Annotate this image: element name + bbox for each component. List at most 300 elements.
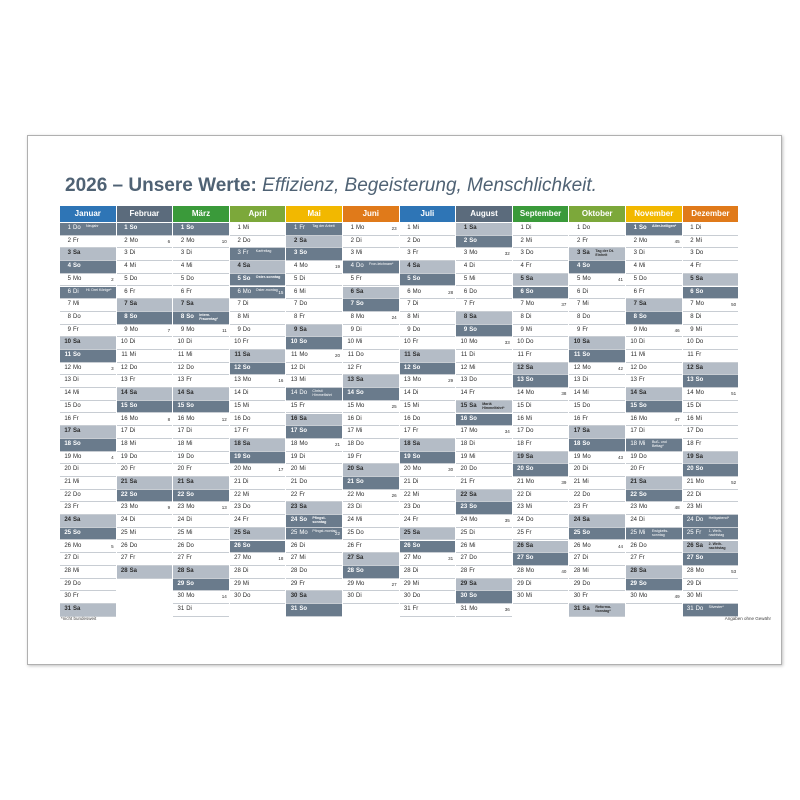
day-cell[interactable]: [343, 223, 399, 236]
day-cell[interactable]: [513, 591, 569, 604]
day-cell[interactable]: [343, 566, 399, 579]
day-cell[interactable]: [173, 426, 229, 439]
day-cell[interactable]: [456, 426, 512, 439]
day-cell[interactable]: [683, 477, 739, 490]
day-cell[interactable]: [343, 528, 399, 541]
day-cell[interactable]: [400, 439, 456, 452]
day-cell[interactable]: [569, 274, 625, 287]
day-cell[interactable]: [683, 579, 739, 592]
day-cell[interactable]: [60, 312, 116, 325]
day-cell[interactable]: [173, 248, 229, 261]
day-cell[interactable]: [173, 261, 229, 274]
day-cell[interactable]: [456, 274, 512, 287]
day-cell[interactable]: [230, 299, 286, 312]
day-cell[interactable]: [456, 579, 512, 592]
day-cell[interactable]: [117, 312, 173, 325]
day-cell[interactable]: [286, 287, 342, 300]
day-cell[interactable]: [626, 426, 682, 439]
day-cell[interactable]: [343, 439, 399, 452]
day-cell[interactable]: [117, 287, 173, 300]
day-cell[interactable]: [683, 223, 739, 236]
day-cell[interactable]: [173, 553, 229, 566]
day-cell[interactable]: [569, 299, 625, 312]
day-cell[interactable]: [513, 375, 569, 388]
day-cell[interactable]: [683, 591, 739, 604]
day-cell[interactable]: [60, 388, 116, 401]
day-cell[interactable]: [286, 248, 342, 261]
day-cell[interactable]: [513, 401, 569, 414]
day-cell[interactable]: [513, 299, 569, 312]
day-cell[interactable]: [400, 261, 456, 274]
day-cell[interactable]: [683, 528, 739, 541]
day-cell[interactable]: [60, 337, 116, 350]
day-cell[interactable]: [173, 464, 229, 477]
day-cell[interactable]: [456, 439, 512, 452]
day-cell[interactable]: [683, 337, 739, 350]
day-cell[interactable]: [456, 566, 512, 579]
day-cell[interactable]: [117, 236, 173, 249]
day-cell[interactable]: [569, 502, 625, 515]
day-cell[interactable]: [626, 452, 682, 465]
day-cell[interactable]: [230, 325, 286, 338]
day-cell[interactable]: [60, 502, 116, 515]
day-cell[interactable]: [117, 490, 173, 503]
day-cell[interactable]: [117, 223, 173, 236]
day-cell[interactable]: [683, 426, 739, 439]
day-cell[interactable]: [626, 299, 682, 312]
day-cell[interactable]: [60, 566, 116, 579]
day-cell[interactable]: [456, 502, 512, 515]
day-cell[interactable]: [513, 502, 569, 515]
day-cell[interactable]: [60, 604, 116, 617]
day-cell[interactable]: [173, 363, 229, 376]
day-cell[interactable]: [230, 236, 286, 249]
day-cell[interactable]: [343, 375, 399, 388]
day-cell[interactable]: [173, 528, 229, 541]
day-cell[interactable]: [569, 579, 625, 592]
day-cell[interactable]: [513, 579, 569, 592]
day-cell[interactable]: [230, 375, 286, 388]
day-cell[interactable]: [683, 375, 739, 388]
day-cell[interactable]: [173, 325, 229, 338]
day-cell[interactable]: [230, 401, 286, 414]
day-cell[interactable]: [626, 223, 682, 236]
day-cell[interactable]: [513, 236, 569, 249]
day-cell[interactable]: [400, 515, 456, 528]
day-cell[interactable]: [230, 287, 286, 300]
day-cell[interactable]: [230, 528, 286, 541]
day-cell[interactable]: [683, 464, 739, 477]
day-cell[interactable]: [173, 287, 229, 300]
day-cell[interactable]: [60, 350, 116, 363]
day-cell[interactable]: [626, 464, 682, 477]
day-cell[interactable]: [117, 363, 173, 376]
day-cell[interactable]: [230, 591, 286, 604]
day-cell[interactable]: [343, 337, 399, 350]
day-cell[interactable]: [683, 248, 739, 261]
day-cell[interactable]: [513, 248, 569, 261]
day-cell[interactable]: [117, 401, 173, 414]
day-cell[interactable]: [230, 566, 286, 579]
day-cell[interactable]: [513, 414, 569, 427]
day-cell[interactable]: [343, 274, 399, 287]
day-cell[interactable]: [117, 414, 173, 427]
day-cell[interactable]: [60, 223, 116, 236]
day-cell[interactable]: [60, 553, 116, 566]
day-cell[interactable]: [456, 604, 512, 617]
day-cell[interactable]: [343, 477, 399, 490]
day-cell[interactable]: [286, 553, 342, 566]
day-cell[interactable]: [569, 591, 625, 604]
day-cell[interactable]: [456, 223, 512, 236]
day-cell[interactable]: [343, 363, 399, 376]
day-cell[interactable]: [400, 591, 456, 604]
day-cell[interactable]: [117, 452, 173, 465]
day-cell[interactable]: [400, 414, 456, 427]
day-cell[interactable]: [230, 579, 286, 592]
day-cell[interactable]: [626, 553, 682, 566]
day-cell[interactable]: [569, 464, 625, 477]
day-cell[interactable]: [569, 401, 625, 414]
day-cell[interactable]: [60, 401, 116, 414]
day-cell[interactable]: [513, 337, 569, 350]
day-cell[interactable]: [513, 528, 569, 541]
day-cell[interactable]: [343, 502, 399, 515]
day-cell[interactable]: [117, 515, 173, 528]
day-cell[interactable]: [456, 541, 512, 554]
day-cell[interactable]: [286, 325, 342, 338]
day-cell[interactable]: [626, 325, 682, 338]
day-cell[interactable]: [343, 426, 399, 439]
day-cell[interactable]: [513, 515, 569, 528]
day-cell[interactable]: [626, 502, 682, 515]
day-cell[interactable]: [513, 426, 569, 439]
day-cell[interactable]: [513, 452, 569, 465]
day-cell[interactable]: [513, 464, 569, 477]
day-cell[interactable]: [60, 541, 116, 554]
day-cell[interactable]: [286, 312, 342, 325]
day-cell[interactable]: [683, 350, 739, 363]
day-cell[interactable]: [173, 502, 229, 515]
day-cell[interactable]: [60, 299, 116, 312]
day-cell[interactable]: [400, 274, 456, 287]
day-cell[interactable]: [230, 477, 286, 490]
day-cell[interactable]: [683, 604, 739, 617]
day-cell[interactable]: [286, 464, 342, 477]
day-cell[interactable]: [286, 426, 342, 439]
day-cell[interactable]: [400, 299, 456, 312]
day-cell[interactable]: [60, 591, 116, 604]
day-cell[interactable]: [286, 579, 342, 592]
day-cell[interactable]: [286, 236, 342, 249]
day-cell[interactable]: [230, 337, 286, 350]
day-cell[interactable]: [286, 604, 342, 617]
day-cell[interactable]: [230, 490, 286, 503]
day-cell[interactable]: [456, 401, 512, 414]
day-cell[interactable]: [569, 248, 625, 261]
day-cell[interactable]: [569, 414, 625, 427]
day-cell[interactable]: [286, 490, 342, 503]
day-cell[interactable]: [513, 363, 569, 376]
day-cell[interactable]: [286, 541, 342, 554]
day-cell[interactable]: [683, 515, 739, 528]
day-cell[interactable]: [343, 464, 399, 477]
day-cell[interactable]: [569, 287, 625, 300]
day-cell[interactable]: [117, 248, 173, 261]
day-cell[interactable]: [286, 452, 342, 465]
day-cell[interactable]: [60, 287, 116, 300]
day-cell[interactable]: [569, 426, 625, 439]
day-cell[interactable]: [683, 490, 739, 503]
day-cell[interactable]: [60, 452, 116, 465]
day-cell[interactable]: [569, 337, 625, 350]
day-cell[interactable]: [60, 515, 116, 528]
day-cell[interactable]: [60, 439, 116, 452]
day-cell[interactable]: [117, 350, 173, 363]
day-cell[interactable]: [173, 515, 229, 528]
day-cell[interactable]: [286, 363, 342, 376]
day-cell[interactable]: [173, 274, 229, 287]
day-cell[interactable]: [117, 541, 173, 554]
day-cell[interactable]: [400, 363, 456, 376]
day-cell[interactable]: [569, 325, 625, 338]
day-cell[interactable]: [400, 248, 456, 261]
day-cell[interactable]: [683, 287, 739, 300]
day-cell[interactable]: [343, 515, 399, 528]
day-cell[interactable]: [230, 414, 286, 427]
day-cell[interactable]: [173, 388, 229, 401]
day-cell[interactable]: [173, 452, 229, 465]
day-cell[interactable]: [343, 490, 399, 503]
day-cell[interactable]: [230, 363, 286, 376]
day-cell[interactable]: [626, 337, 682, 350]
day-cell[interactable]: [513, 439, 569, 452]
day-cell[interactable]: [117, 566, 173, 579]
day-cell[interactable]: [286, 261, 342, 274]
day-cell[interactable]: [286, 388, 342, 401]
day-cell[interactable]: [173, 604, 229, 617]
day-cell[interactable]: [400, 579, 456, 592]
day-cell[interactable]: [400, 490, 456, 503]
day-cell[interactable]: [286, 439, 342, 452]
day-cell[interactable]: [400, 388, 456, 401]
day-cell[interactable]: [683, 363, 739, 376]
day-cell[interactable]: [400, 566, 456, 579]
day-cell[interactable]: [230, 388, 286, 401]
day-cell[interactable]: [60, 490, 116, 503]
day-cell[interactable]: [569, 375, 625, 388]
day-cell[interactable]: [683, 401, 739, 414]
day-cell[interactable]: [60, 363, 116, 376]
day-cell[interactable]: [400, 464, 456, 477]
day-cell[interactable]: [286, 350, 342, 363]
day-cell[interactable]: [60, 261, 116, 274]
day-cell[interactable]: [230, 223, 286, 236]
day-cell[interactable]: [456, 528, 512, 541]
day-cell[interactable]: [400, 223, 456, 236]
day-cell[interactable]: [286, 414, 342, 427]
day-cell[interactable]: [286, 401, 342, 414]
day-cell[interactable]: [569, 477, 625, 490]
day-cell[interactable]: [456, 337, 512, 350]
day-cell[interactable]: [230, 261, 286, 274]
day-cell[interactable]: [626, 414, 682, 427]
day-cell[interactable]: [343, 312, 399, 325]
day-cell[interactable]: [569, 490, 625, 503]
day-cell[interactable]: [626, 363, 682, 376]
day-cell[interactable]: [626, 287, 682, 300]
day-cell[interactable]: [230, 274, 286, 287]
day-cell[interactable]: [286, 223, 342, 236]
day-cell[interactable]: [456, 515, 512, 528]
day-cell[interactable]: [286, 591, 342, 604]
day-cell[interactable]: [626, 541, 682, 554]
day-cell[interactable]: [683, 439, 739, 452]
day-cell[interactable]: [230, 452, 286, 465]
day-cell[interactable]: [117, 299, 173, 312]
day-cell[interactable]: [626, 350, 682, 363]
day-cell[interactable]: [513, 553, 569, 566]
day-cell[interactable]: [230, 439, 286, 452]
day-cell[interactable]: [286, 515, 342, 528]
day-cell[interactable]: [569, 541, 625, 554]
day-cell[interactable]: [569, 312, 625, 325]
day-cell[interactable]: [569, 439, 625, 452]
day-cell[interactable]: [400, 375, 456, 388]
day-cell[interactable]: [513, 388, 569, 401]
day-cell[interactable]: [400, 287, 456, 300]
day-cell[interactable]: [286, 502, 342, 515]
day-cell[interactable]: [626, 566, 682, 579]
day-cell[interactable]: [456, 388, 512, 401]
day-cell[interactable]: [343, 236, 399, 249]
day-cell[interactable]: [60, 375, 116, 388]
day-cell[interactable]: [173, 375, 229, 388]
day-cell[interactable]: [456, 299, 512, 312]
day-cell[interactable]: [117, 553, 173, 566]
day-cell[interactable]: [626, 477, 682, 490]
day-cell[interactable]: [400, 325, 456, 338]
day-cell[interactable]: [60, 236, 116, 249]
day-cell[interactable]: [117, 464, 173, 477]
day-cell[interactable]: [456, 325, 512, 338]
day-cell[interactable]: [230, 426, 286, 439]
day-cell[interactable]: [173, 477, 229, 490]
day-cell[interactable]: [513, 566, 569, 579]
day-cell[interactable]: [286, 566, 342, 579]
day-cell[interactable]: [343, 299, 399, 312]
day-cell[interactable]: [60, 426, 116, 439]
day-cell[interactable]: [683, 388, 739, 401]
day-cell[interactable]: [400, 401, 456, 414]
day-cell[interactable]: [626, 490, 682, 503]
day-cell[interactable]: [626, 401, 682, 414]
day-cell[interactable]: [117, 261, 173, 274]
day-cell[interactable]: [286, 299, 342, 312]
day-cell[interactable]: [626, 375, 682, 388]
day-cell[interactable]: [456, 312, 512, 325]
day-cell[interactable]: [626, 439, 682, 452]
day-cell[interactable]: [343, 325, 399, 338]
day-cell[interactable]: [513, 261, 569, 274]
day-cell[interactable]: [286, 375, 342, 388]
day-cell[interactable]: [343, 401, 399, 414]
day-cell[interactable]: [456, 236, 512, 249]
day-cell[interactable]: [173, 591, 229, 604]
day-cell[interactable]: [286, 477, 342, 490]
day-cell[interactable]: [569, 236, 625, 249]
day-cell[interactable]: [117, 388, 173, 401]
day-cell[interactable]: [513, 274, 569, 287]
day-cell[interactable]: [173, 490, 229, 503]
day-cell[interactable]: [683, 312, 739, 325]
day-cell[interactable]: [456, 591, 512, 604]
day-cell[interactable]: [286, 274, 342, 287]
day-cell[interactable]: [60, 325, 116, 338]
day-cell[interactable]: [173, 401, 229, 414]
day-cell[interactable]: [400, 236, 456, 249]
day-cell[interactable]: [683, 502, 739, 515]
day-cell[interactable]: [60, 579, 116, 592]
day-cell[interactable]: [173, 350, 229, 363]
day-cell[interactable]: [230, 515, 286, 528]
day-cell[interactable]: [400, 541, 456, 554]
day-cell[interactable]: [456, 490, 512, 503]
day-cell[interactable]: [60, 274, 116, 287]
day-cell[interactable]: [60, 414, 116, 427]
day-cell[interactable]: [683, 414, 739, 427]
day-cell[interactable]: [683, 553, 739, 566]
day-cell[interactable]: [173, 236, 229, 249]
day-cell[interactable]: [626, 261, 682, 274]
day-cell[interactable]: [513, 312, 569, 325]
day-cell[interactable]: [60, 464, 116, 477]
day-cell[interactable]: [400, 604, 456, 617]
day-cell[interactable]: [400, 337, 456, 350]
day-cell[interactable]: [626, 274, 682, 287]
day-cell[interactable]: [569, 515, 625, 528]
day-cell[interactable]: [400, 477, 456, 490]
day-cell[interactable]: [626, 388, 682, 401]
day-cell[interactable]: [456, 350, 512, 363]
day-cell[interactable]: [400, 528, 456, 541]
day-cell[interactable]: [456, 375, 512, 388]
day-cell[interactable]: [683, 541, 739, 554]
day-cell[interactable]: [173, 541, 229, 554]
day-cell[interactable]: [230, 502, 286, 515]
day-cell[interactable]: [569, 452, 625, 465]
day-cell[interactable]: [569, 223, 625, 236]
day-cell[interactable]: [230, 464, 286, 477]
day-cell[interactable]: [626, 515, 682, 528]
day-cell[interactable]: [343, 452, 399, 465]
day-cell[interactable]: [456, 477, 512, 490]
day-cell[interactable]: [343, 287, 399, 300]
day-cell[interactable]: [683, 274, 739, 287]
day-cell[interactable]: [513, 350, 569, 363]
day-cell[interactable]: [456, 464, 512, 477]
day-cell[interactable]: [513, 325, 569, 338]
day-cell[interactable]: [400, 312, 456, 325]
day-cell[interactable]: [117, 375, 173, 388]
day-cell[interactable]: [569, 261, 625, 274]
day-cell[interactable]: [173, 223, 229, 236]
day-cell[interactable]: [683, 236, 739, 249]
day-cell[interactable]: [117, 528, 173, 541]
day-cell[interactable]: [513, 287, 569, 300]
day-cell[interactable]: [456, 363, 512, 376]
day-cell[interactable]: [626, 528, 682, 541]
